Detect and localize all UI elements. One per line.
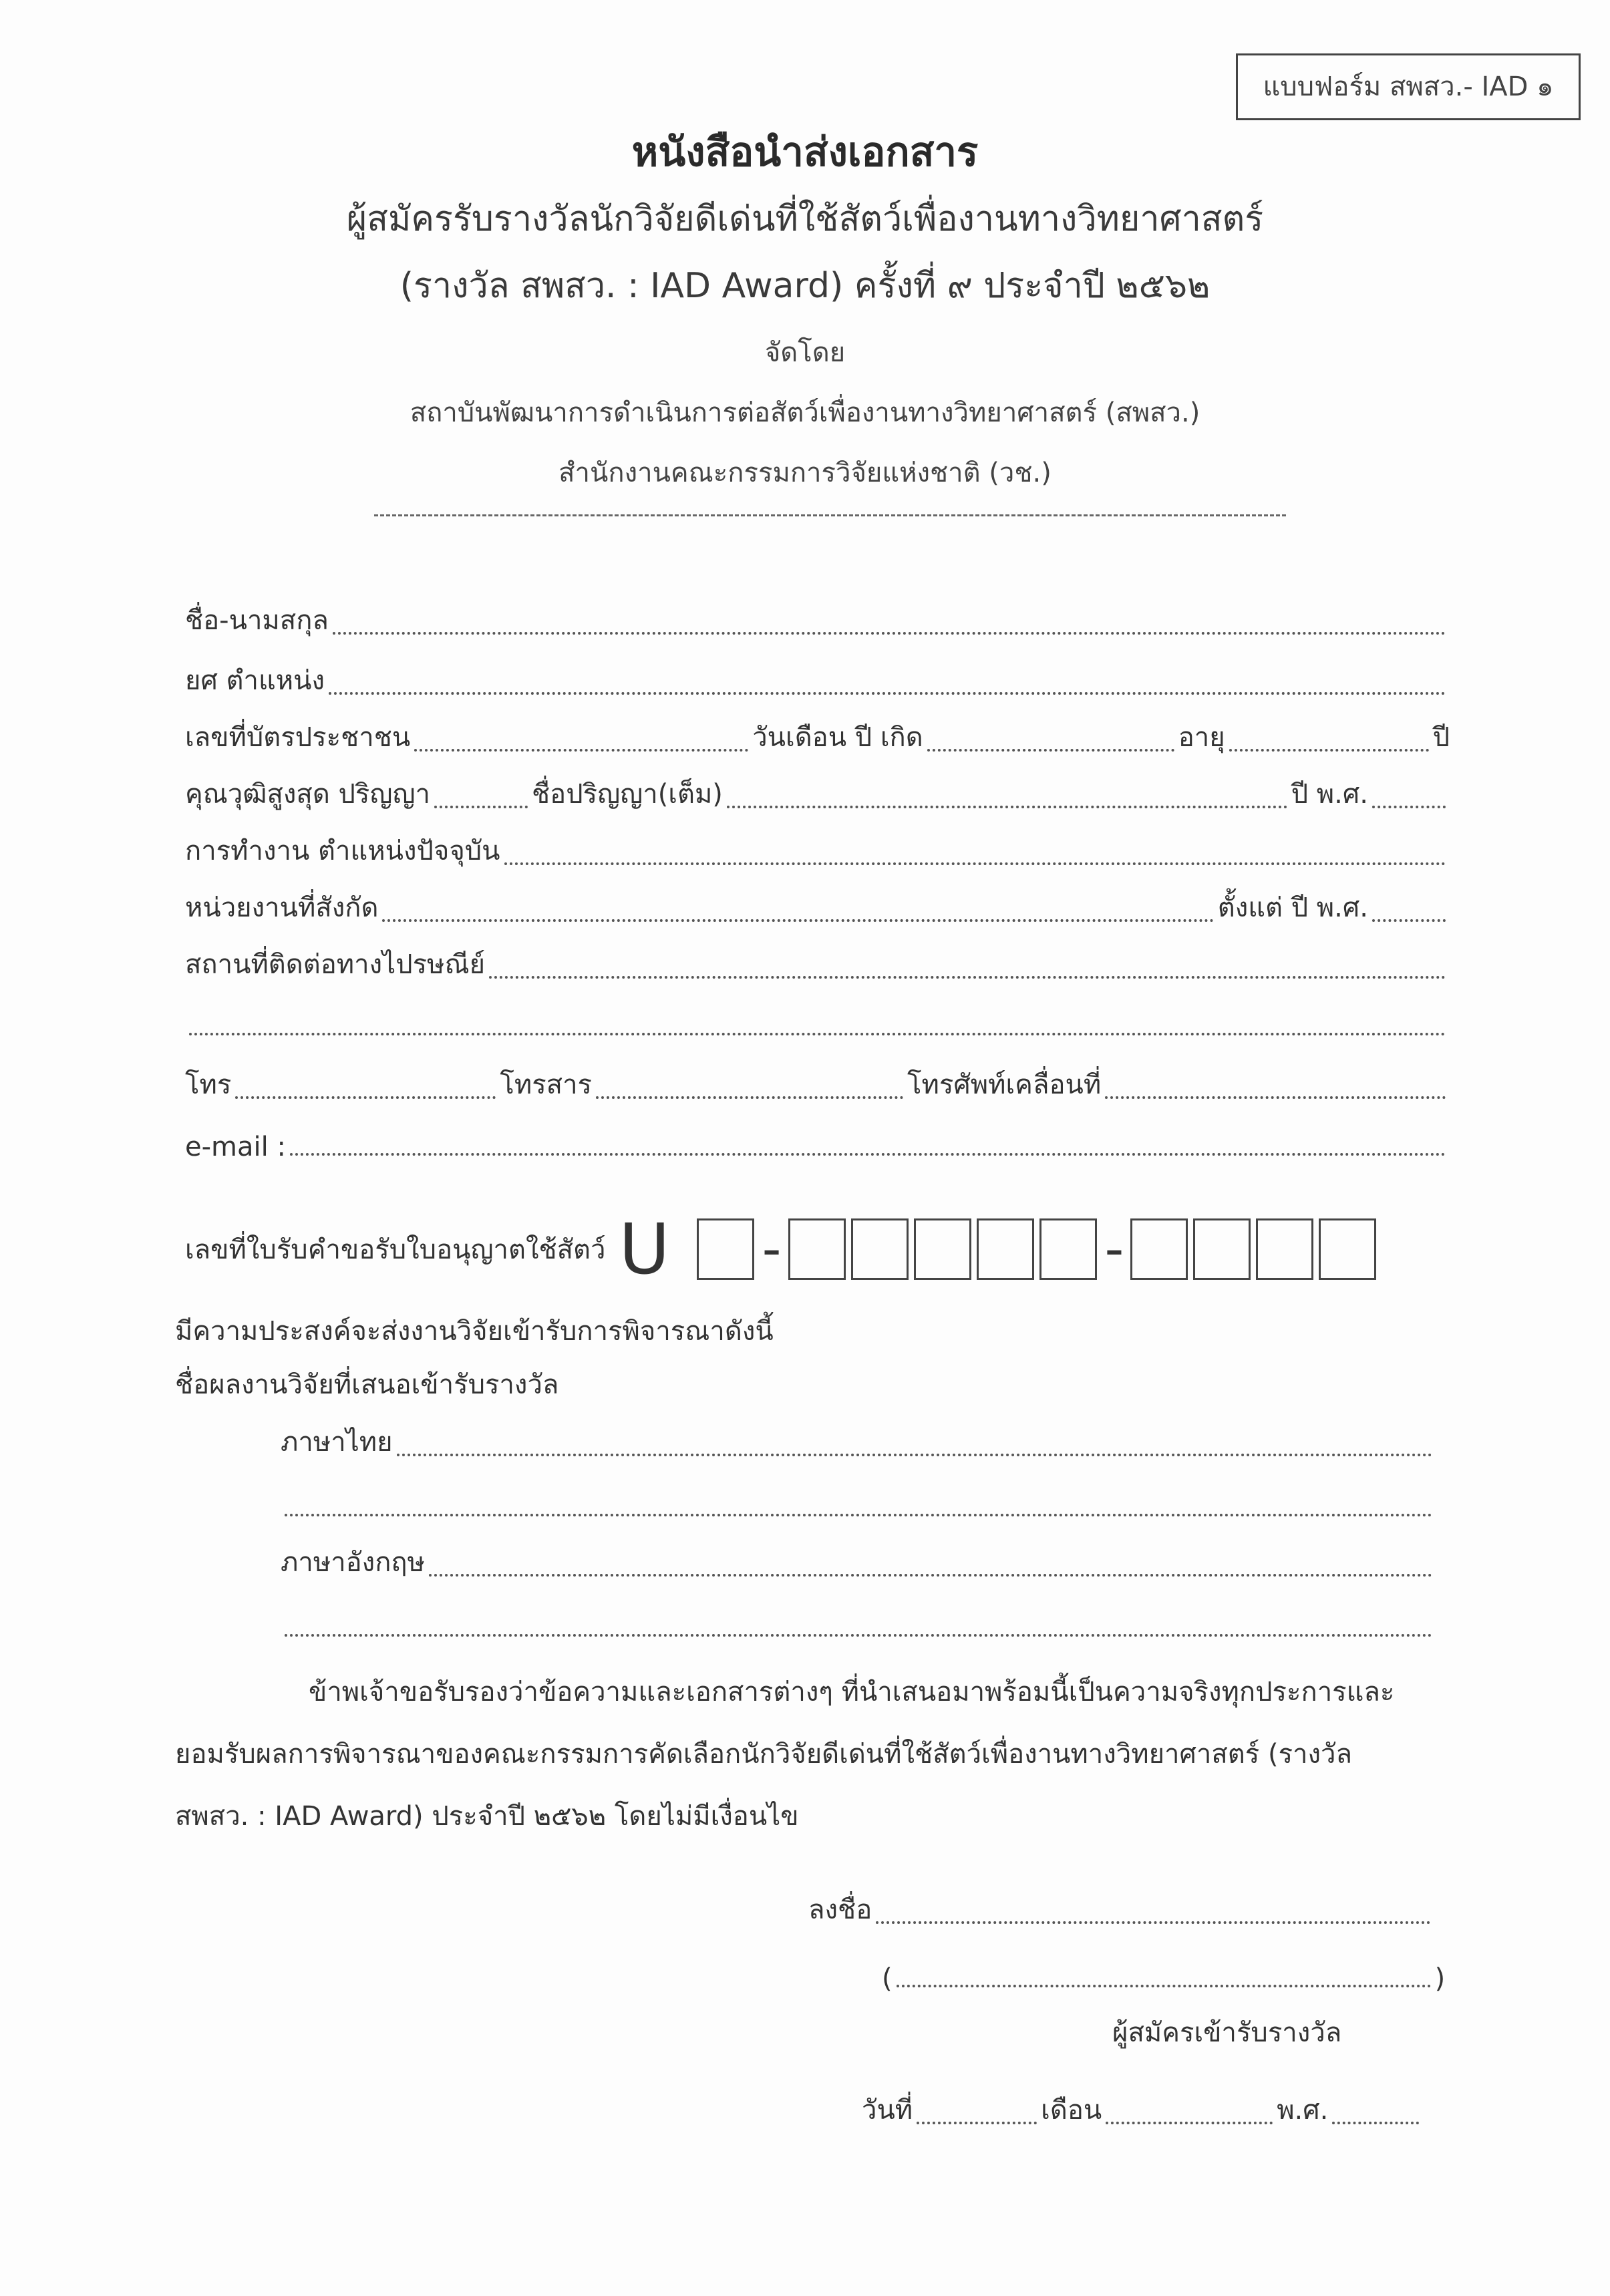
field-unit [185,888,1450,929]
declaration-line: ข้าพเจ้าขอรับรองว่าข้อความและเอกสารต่างๆ ที่นำเสนอมาพร้อมนี้เป็นความจริงทุกประการและ [309,1677,1395,1707]
organizer-2: สำนักงานคณะกรรมการวิจัยแห่งชาติ (วช.) [558,458,1052,488]
field-birth-label: วันเดือน ปี เกิด [752,722,923,753]
open-paren: ( [882,1963,893,1994]
field-degree-full-label: ชื่อปริญญา(เต็ม) [532,779,723,810]
month-label: เดือน [1041,2095,1102,2126]
field-address-cont [185,1002,1450,1042]
form-code-box: แบบฟอร์ม สพสว.- IAD ๑ [1236,53,1581,120]
field-name [185,601,1450,641]
license-dash: - [1104,1218,1124,1280]
id-input-line[interactable] [414,749,748,752]
separator-line [374,514,1286,516]
field-years-label: ปี [1432,722,1450,753]
degree-input-line[interactable] [434,806,528,808]
license-digit-box[interactable] [1193,1218,1251,1280]
printed-name-row [882,1954,1445,1994]
field-degree-year-label: ปี พ.ศ. [1291,779,1368,810]
license-digit-box[interactable] [1130,1218,1188,1280]
field-contact [185,1065,1450,1106]
field-address-label: สถานที่ติดต่อทางไปรษณีย์ [185,949,486,980]
degree-full-input-line[interactable] [727,806,1287,808]
field-thai-title [281,1423,1436,1463]
date-label: วันที่ [862,2095,913,2126]
age-input-line[interactable] [1229,749,1429,752]
day-input-line[interactable] [917,2122,1037,2124]
field-address [185,945,1450,985]
email-input-line[interactable] [290,1153,1446,1156]
address-input-line[interactable] [489,976,1446,979]
license-digit-box[interactable] [788,1218,846,1280]
license-digit-box[interactable] [697,1218,754,1280]
license-label: เลขที่ใบรับคำขอรับใบอนุญาตใช้สัตว์ [185,1235,606,1265]
license-digit-box[interactable] [851,1218,909,1280]
lang-thai-label: ภาษาไทย [281,1427,393,1458]
license-number-row [185,1208,1382,1290]
mobile-input-line[interactable] [1105,1096,1446,1099]
field-age-label: อายุ [1178,722,1225,753]
work-input-line[interactable] [504,862,1446,865]
license-digit-box[interactable] [977,1218,1034,1280]
subtitle-line-2: (รางวัล สพสว. : IAD Award) ครั้งที่ ๙ ประจำปี ๒๕๖๒ [399,266,1211,306]
birth-input-line[interactable] [927,749,1174,752]
license-digit-box[interactable] [1039,1218,1097,1280]
license-prefix: U [619,1208,670,1290]
year-label: พ.ศ. [1277,2095,1329,2126]
unit-input-line[interactable] [382,919,1213,922]
field-thai-title-cont [281,1483,1436,1523]
field-rank-label: ยศ ตำแหน่ง [185,665,325,696]
signature-row [808,1891,1434,1931]
field-rank [185,661,1450,701]
thai-title-input-line-2[interactable] [285,1514,1432,1516]
since-input-line[interactable] [1372,919,1446,922]
rank-input-line[interactable] [329,692,1446,695]
field-email [185,1122,1450,1162]
declaration-line: สพสว. : IAD Award) ประจำปี ๒๕๖๒ โดยไม่มีเงื่อนไข [175,1801,799,1832]
address-input-line-2[interactable] [189,1033,1446,1035]
research-title-label: ชื่อผลงานวิจัยที่เสนอเข้ารับรางวัล [175,1369,559,1400]
month-input-line[interactable] [1106,2122,1273,2124]
license-digit-box[interactable] [1256,1218,1313,1280]
field-phone-label: โทร [185,1070,232,1100]
field-since-label: ตั้งแต่ ปี พ.ศ. [1217,892,1368,923]
close-paren: ) [1434,1963,1446,1994]
field-degree [185,775,1450,815]
field-mobile-label: โทรศัพท์เคลื่อนที่ [907,1070,1102,1100]
name-input-line[interactable] [333,632,1446,635]
field-work-label: การทำงาน ตำแหน่งปัจจุบัน [185,836,500,866]
page-title: หนังสือนำส่งเอกสาร [631,129,979,176]
english-title-input-line[interactable] [429,1574,1432,1577]
degree-year-input-line[interactable] [1372,806,1446,808]
date-row [862,2091,1423,2131]
declaration-line: ยอมรับผลการพิจารณาของคณะกรรมการคัดเลือกนักวิจัยดีเด่นที่ใช้สัตว์เพื่องานทางวิทยาศาสตร์ (รางวัล [175,1739,1353,1770]
intent-text: มีความประสงค์จะส่งงานวิจัยเข้ารับการพิจารณาดังนี้ [175,1316,774,1347]
sign-label: ลงชื่อ [808,1895,872,1925]
fax-input-line[interactable] [596,1096,903,1099]
applicant-caption: ผู้สมัครเข้ารับรางวัล [1112,2017,1342,2048]
field-id-birth-age [185,718,1450,758]
declaration-paragraph [175,1670,1444,1844]
organized-by: จัดโดย [764,337,846,368]
signature-input-line[interactable] [876,1921,1430,1924]
license-digit-box[interactable] [1319,1218,1376,1280]
field-english-title [281,1543,1436,1583]
phone-input-line[interactable] [235,1096,496,1099]
subtitle-line-1: ผู้สมัครรับรางวัลนักวิจัยดีเด่นที่ใช้สัตว์เพื่องานทางวิทยาศาสตร์ [346,199,1264,239]
field-id-label: เลขที่บัตรประชาชน [185,722,411,753]
license-dash: - [762,1218,782,1280]
english-title-input-line-2[interactable] [285,1634,1432,1637]
license-digit-box[interactable] [914,1218,971,1280]
field-email-label: e-mail : [185,1132,286,1162]
field-name-label: ชื่อ-นามสกุล [185,605,329,636]
thai-title-input-line[interactable] [397,1454,1432,1456]
field-fax-label: โทรสาร [500,1070,593,1100]
lang-english-label: ภาษาอังกฤษ [281,1547,426,1578]
field-english-title-cont [281,1603,1436,1643]
printed-name-input-line[interactable] [897,1985,1431,1987]
field-unit-label: หน่วยงานที่สังกัด [185,892,379,923]
organizer-1: สถาบันพัฒนาการดำเนินการต่อสัตว์เพื่องานทางวิทยาศาสตร์ (สพสว.) [410,397,1200,428]
year-input-line[interactable] [1332,2122,1419,2124]
field-degree-label: คุณวุฒิสูงสุด ปริญญา [185,779,431,810]
field-work [185,832,1450,872]
